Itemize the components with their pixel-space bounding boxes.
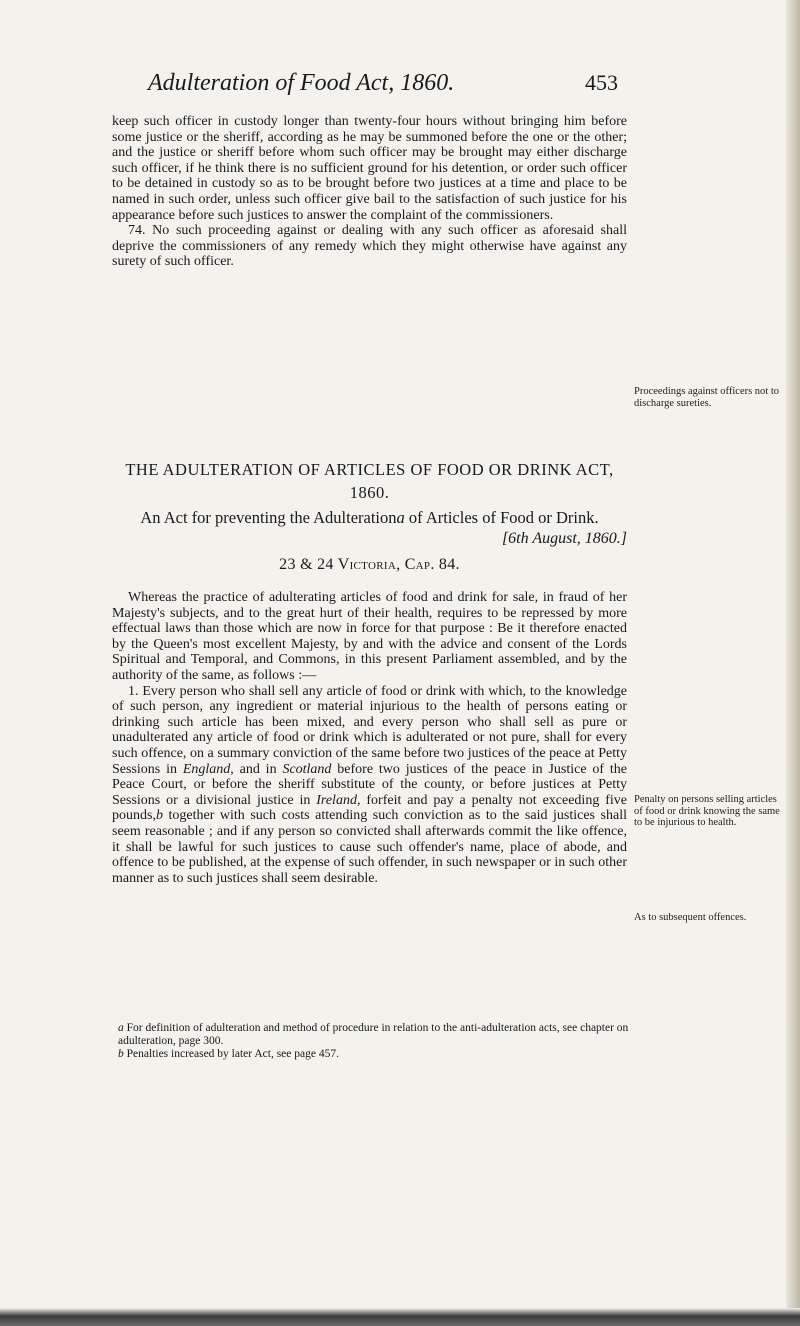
running-header (148, 70, 618, 97)
margin-note-subsequent: As to subsequent offences. (634, 912, 747, 923)
footnote-b-text: Penalties increased by later Act, see page 457. (126, 1048, 339, 1060)
act-subtitle-text: An Act for preventing the Adulteration (140, 508, 397, 527)
act-subtitle-text-end: of Articles of Food or Drink. (404, 508, 599, 527)
continuation-text (112, 114, 627, 270)
section-1-text-d: , forfeit and pay a penalty not exceeding five pounds, (112, 792, 627, 824)
footnote-a (118, 1022, 633, 1048)
page-edge-shadow (786, 0, 800, 1326)
place-scotland: Scotland (282, 761, 332, 777)
page-number: 453 (585, 70, 618, 95)
paragraph-section-74: 74. No such proceeding against or dealing with any such officer as aforesaid shall deprive the commissioners of any remedy which they might otherwise have against any surety of such officer. (112, 223, 627, 270)
footnote-b-marker: b (118, 1048, 124, 1060)
section-1-text-b: , and in (230, 761, 283, 777)
footnote-b (118, 1048, 633, 1061)
place-ireland: Ireland (316, 792, 357, 808)
page-bottom-edge (0, 1308, 800, 1326)
footnote-a-text: For definition of adulteration and method of procedure in relation to the anti-adulteration acts, see chapter on adulteration, page 300. (118, 1022, 629, 1047)
place-england: England (182, 761, 231, 777)
paragraph-section-1 (112, 684, 627, 887)
footnotes (118, 1022, 633, 1061)
footnote-a-marker: a (118, 1022, 124, 1034)
running-title: Adulteration of Food Act, 1860. (148, 70, 455, 96)
footnote-ref-a: a (396, 508, 405, 527)
section-1-text-a: 1. Every person who shall sell any article of food or drink with which, to the knowledge of such person, any ingredient or material injurious to the health of persons eating or drinking such article has been mixed, and every person who shall sell as pure or unadulterated any article of food or drink which is adulterated or not pure, shall for every such offence, on a summary conviction of the same before two justices of the peace at Petty Sessions in (112, 683, 627, 777)
act-date: [6th August, 1860.] (501, 530, 627, 547)
act-regnal-year: 23 & 24 Victoria, Cap. 84. (279, 556, 460, 573)
paragraph-preamble: Whereas the practice of adulterating articles of food and drink for sale, in fraud of her Majesty's subjects, and to the great hurt of their health, requires to be repressed by more effectual laws than those which are now in force for that purpose : Be it therefore enacted by the Queen's most excellent Majesty, by and with the advice and consent of the Lords Spiritual and Temporal, and Commons, in this present Parliament assembled, and by the authority of the same, as follows :— (112, 590, 627, 683)
section-1-text-c: before two justices of the peace in Justice of the Peace Court, or before the sheriff substitute of the county, or before justices at Petty Sessions or a divisional justice in (112, 761, 628, 808)
act-body (112, 590, 627, 886)
act-subtitle (112, 508, 627, 528)
margin-note-proceedings: Proceedings against officers not to discharge sureties. (634, 386, 780, 409)
section-1-text-e: together with such costs attending such conviction as to the said justices shall seem reasonable ; and if any person so convicted shall afterwards commit the like offence, it shall be lawful for such justices to cause such offender's name, place of abode, and offence to be published, at the expense of such offender, in such newspaper or in such other manner as to such justices shall seem desirable. (112, 808, 627, 886)
footnote-ref-b: b (155, 808, 163, 824)
paragraph-officer-custody: keep such officer in custody longer than twenty-four hours without bringing him before some justice or the sheriff, according as he may be summoned before the one or the other; and the justice or sheriff before whom such officer may be brought may either discharge such officer, if he think there is no sufficient ground for his detention, or order such officer to be detained in custody so as to be brought before two justices at a time and place to be named in such order, unless such officer give bail to the satisfaction of such justice for his appearance before such justices to answer the complaint of the commissioners. (112, 114, 627, 223)
act-title: THE ADULTERATION OF ARTICLES OF FOOD OR DRINK ACT, 1860. (125, 460, 614, 502)
margin-note-penalty: Penalty on persons selling articles of food or drink knowing the same to be injurious to health. (634, 794, 780, 828)
